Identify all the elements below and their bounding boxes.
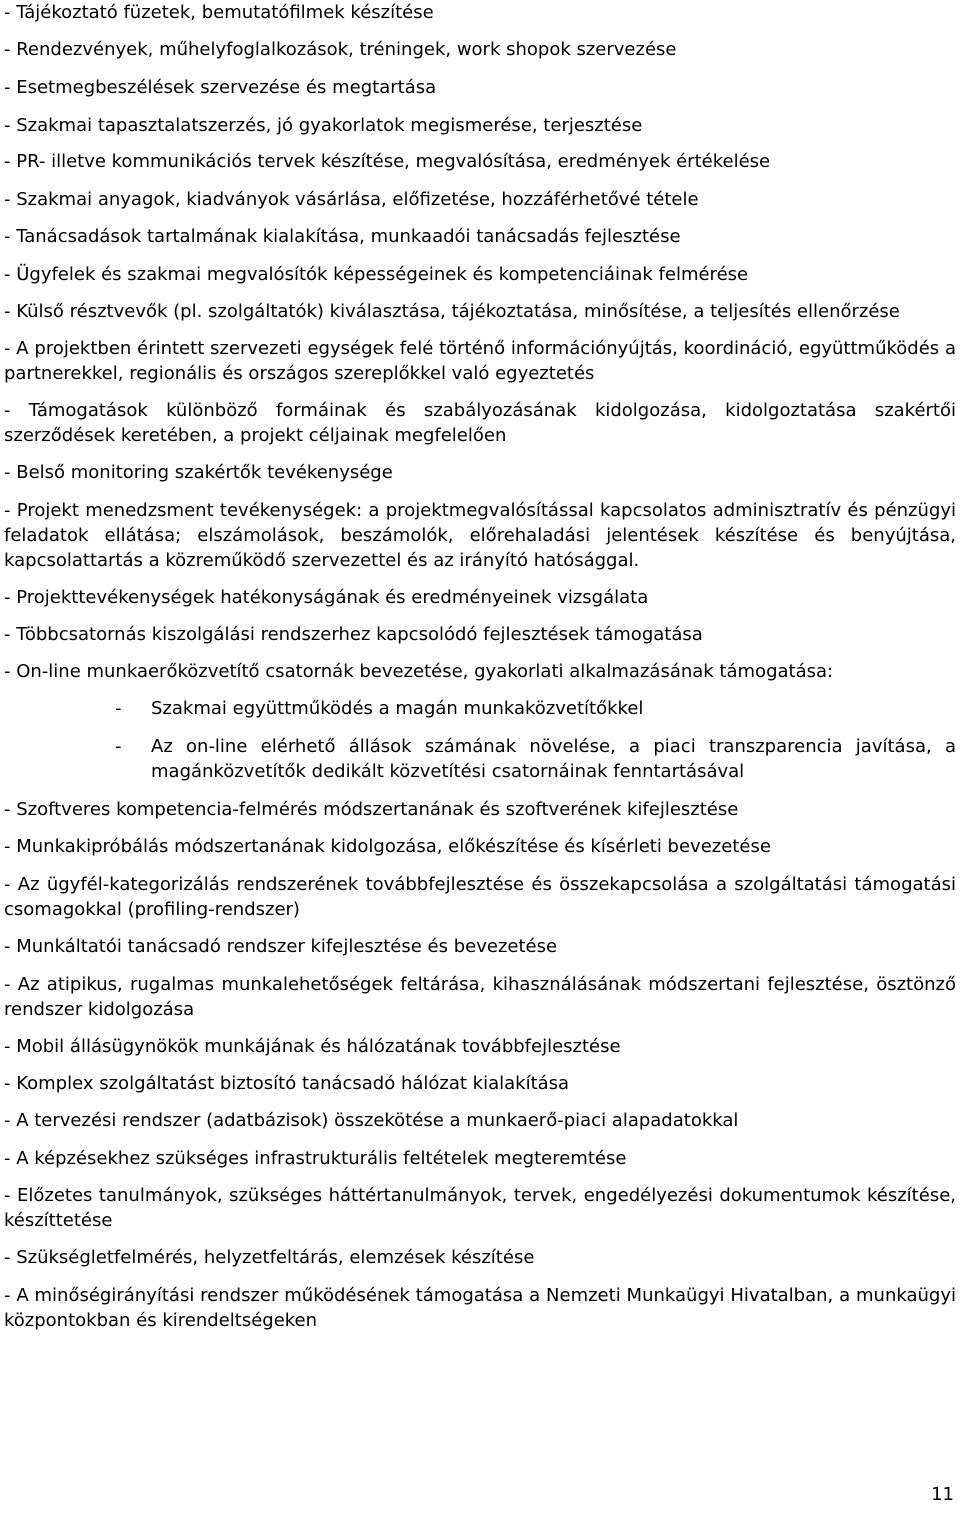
list-item: - Külső résztvevők (pl. szolgáltatók) kiválasztása, tájékoztatása, minősítése, a teljesítés ellenőrzése: [4, 301, 900, 322]
list-item: - Projekttevékenységek hatékonyságának és eredményeinek vizsgálata: [4, 587, 649, 608]
list-item: - Ügyfelek és szakmai megvalósítók képességeinek és kompetenciáinak felmérése: [4, 264, 749, 285]
list-item: - Szakmai tapasztalatszerzés, jó gyakorlatok megismerése, terjesztése: [4, 115, 643, 136]
list-item: - Projekt menedzsment tevékenységek: a projektmegvalósítással kapcsolatos adminisztratív és pénzügyi feladatok ellátása; elszámolások, beszámolók, előrehaladási jelentések készítése és benyújtása, kapcsolattartás a közreműködő szervezettel és az irányító hatósággal.: [4, 500, 956, 571]
list-item: - Támogatások különböző formáinak és szabályozásának kidolgozása, kidolgoztatása szakértői szerződések keretében, a projekt céljainak megfelelően: [4, 400, 956, 446]
list-item: - Az atipikus, rugalmas munkalehetőségek feltárása, kihasználásának módszertani fejlesztése, ösztönző rendszer kidolgozása: [4, 974, 956, 1020]
list-item: - Tájékoztató füzetek, bemutatófilmek készítése: [4, 2, 434, 23]
sub-list-dash: -: [115, 698, 122, 719]
page-number: 11: [931, 1484, 954, 1505]
list-item: - A tervezési rendszer (adatbázisok) összekötése a munkaerő-piaci alapadatokkal: [4, 1110, 739, 1131]
list-item: - Munkakipróbálás módszertanának kidolgozása, előkészítése és kísérleti bevezetése: [4, 836, 771, 857]
sub-list-item: [4, 696, 956, 721]
list-item: - Munkáltatói tanácsadó rendszer kifejlesztése és bevezetése: [4, 936, 558, 957]
sub-list-dash: -: [115, 736, 122, 757]
list-item: - Esetmegbeszélések szervezése és megtartása: [4, 77, 437, 98]
list-item: - A minőségirányítási rendszer működésének támogatása a Nemzeti Munkaügyi Hivatalban, a munkaügyi központokban és kirendeltségeken: [4, 1285, 956, 1331]
list-item: - Szoftveres kompetencia-felmérés módszertanának és szoftverének kifejlesztése: [4, 799, 739, 820]
document-body: [4, 0, 956, 1333]
list-item: - Előzetes tanulmányok, szükséges háttértanulmányok, tervek, engedélyezési dokumentumok készítése, készíttetése: [4, 1185, 956, 1231]
sub-list-item: [4, 734, 956, 784]
list-item: - Mobil állásügynökök munkájának és hálózatának továbbfejlesztése: [4, 1036, 621, 1057]
list-item: - Komplex szolgáltatást biztosító tanácsadó hálózat kialakítása: [4, 1073, 570, 1094]
list-item: - Belső monitoring szakértők tevékenysége: [4, 462, 393, 483]
sub-list-text: Az on-line elérhető állások számának növelése, a piaci transzparencia javítása, a magánközvetítők dedikált közvetítési csatornáinak fenntartásával: [151, 736, 956, 782]
list-item: - Rendezvények, műhelyfoglalkozások, tréningek, work shopok szervezése: [4, 39, 677, 60]
list-item: - Tanácsadások tartalmának kialakítása, munkaadói tanácsadás fejlesztése: [4, 226, 681, 247]
list-item: - PR- illetve kommunikációs tervek készítése, megvalósítása, eredmények értékelése: [4, 151, 771, 172]
list-item: - Az ügyfél-kategorizálás rendszerének továbbfejlesztése és összekapcsolása a szolgáltatási támogatási csomagokkal (profiling-rendszer): [4, 874, 956, 920]
list-item: - A képzésekhez szükséges infrastrukturális feltételek megteremtése: [4, 1148, 627, 1169]
sub-list-text: Szakmai együttműködés a magán munkaközvetítőkkel: [151, 698, 644, 719]
list-item: - On-line munkaerőközvetítő csatornák bevezetése, gyakorlati alkalmazásának támogatása:: [4, 661, 834, 682]
list-item: - A projektben érintett szervezeti egységek felé történő információnyújtás, koordináció, együttműködés a partnerekkel, regionális és országos szereplőkkel való egyeztetés: [4, 338, 956, 384]
list-item: - Többcsatornás kiszolgálási rendszerhez kapcsolódó fejlesztések támogatása: [4, 624, 703, 645]
list-item: - Szükségletfelmérés, helyzetfeltárás, elemzések készítése: [4, 1247, 535, 1268]
list-item: - Szakmai anyagok, kiadványok vásárlása, előfizetése, hozzáférhetővé tétele: [4, 189, 699, 210]
